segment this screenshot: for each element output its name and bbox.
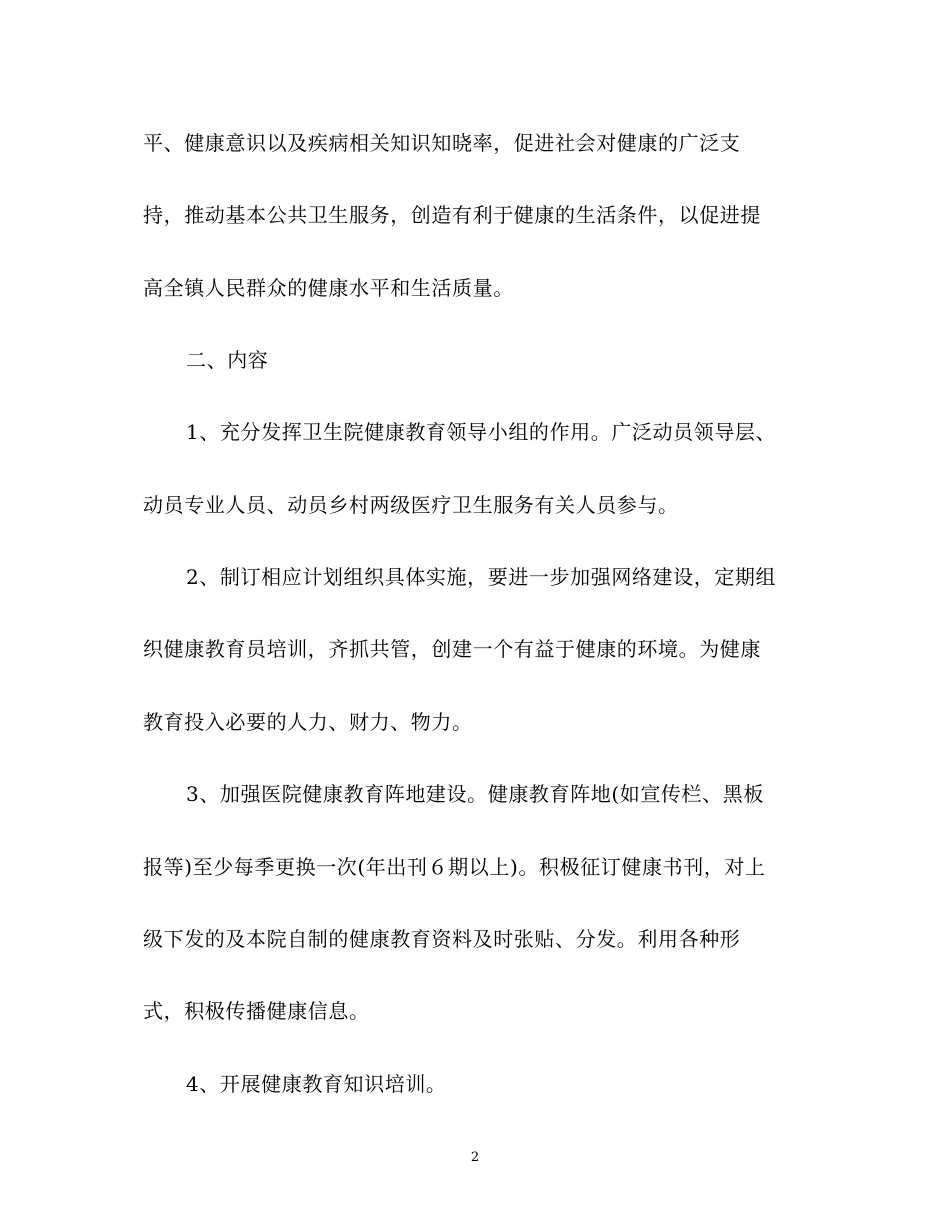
paragraph-line: 1、充分发挥卫生院健康教育领导小组的作用。广泛动员领导层、 [186,420,777,444]
paragraph-line: 持，推动基本公共卫生服务，创造有利于健康的生活条件，以促进提 [143,203,761,227]
paragraph-line: 教育投入必要的人力、财力、物力。 [143,710,473,734]
paragraph-line: 动员专业人员、动员乡村两级医疗卫生服务有关人员参与。 [143,493,679,517]
paragraph-line: 织健康教育员培训，齐抓共管，创建一个有益于健康的环境。为健康 [143,637,761,661]
paragraph-line: 式，积极传播健康信息。 [143,999,370,1023]
page-number: 2 [470,1150,480,1165]
paragraph-line: 平、健康意识以及疾病相关知识知晓率，促进社会对健康的广泛支 [143,131,741,155]
paragraph-line: 级下发的及本院自制的健康教育资料及时张贴、分发。利用各种形 [143,927,741,951]
paragraph-line: 报等)至少每季更换一次(年出刊６期以上)。积极征订健康书刊，对上 [143,855,766,879]
section-heading: 二、内容 [186,348,269,372]
paragraph-line: 3、加强医院健康教育阵地建设。健康教育阵地(如宣传栏、黑板 [186,782,764,806]
paragraph-line: 高全镇人民群众的健康水平和生活质量。 [143,276,514,300]
paragraph-line: 2、制订相应计划组织具体实施，要进一步加强网络建设，定期组 [186,565,777,589]
paragraph-line: 4、开展健康教育知识培训。 [186,1072,447,1096]
